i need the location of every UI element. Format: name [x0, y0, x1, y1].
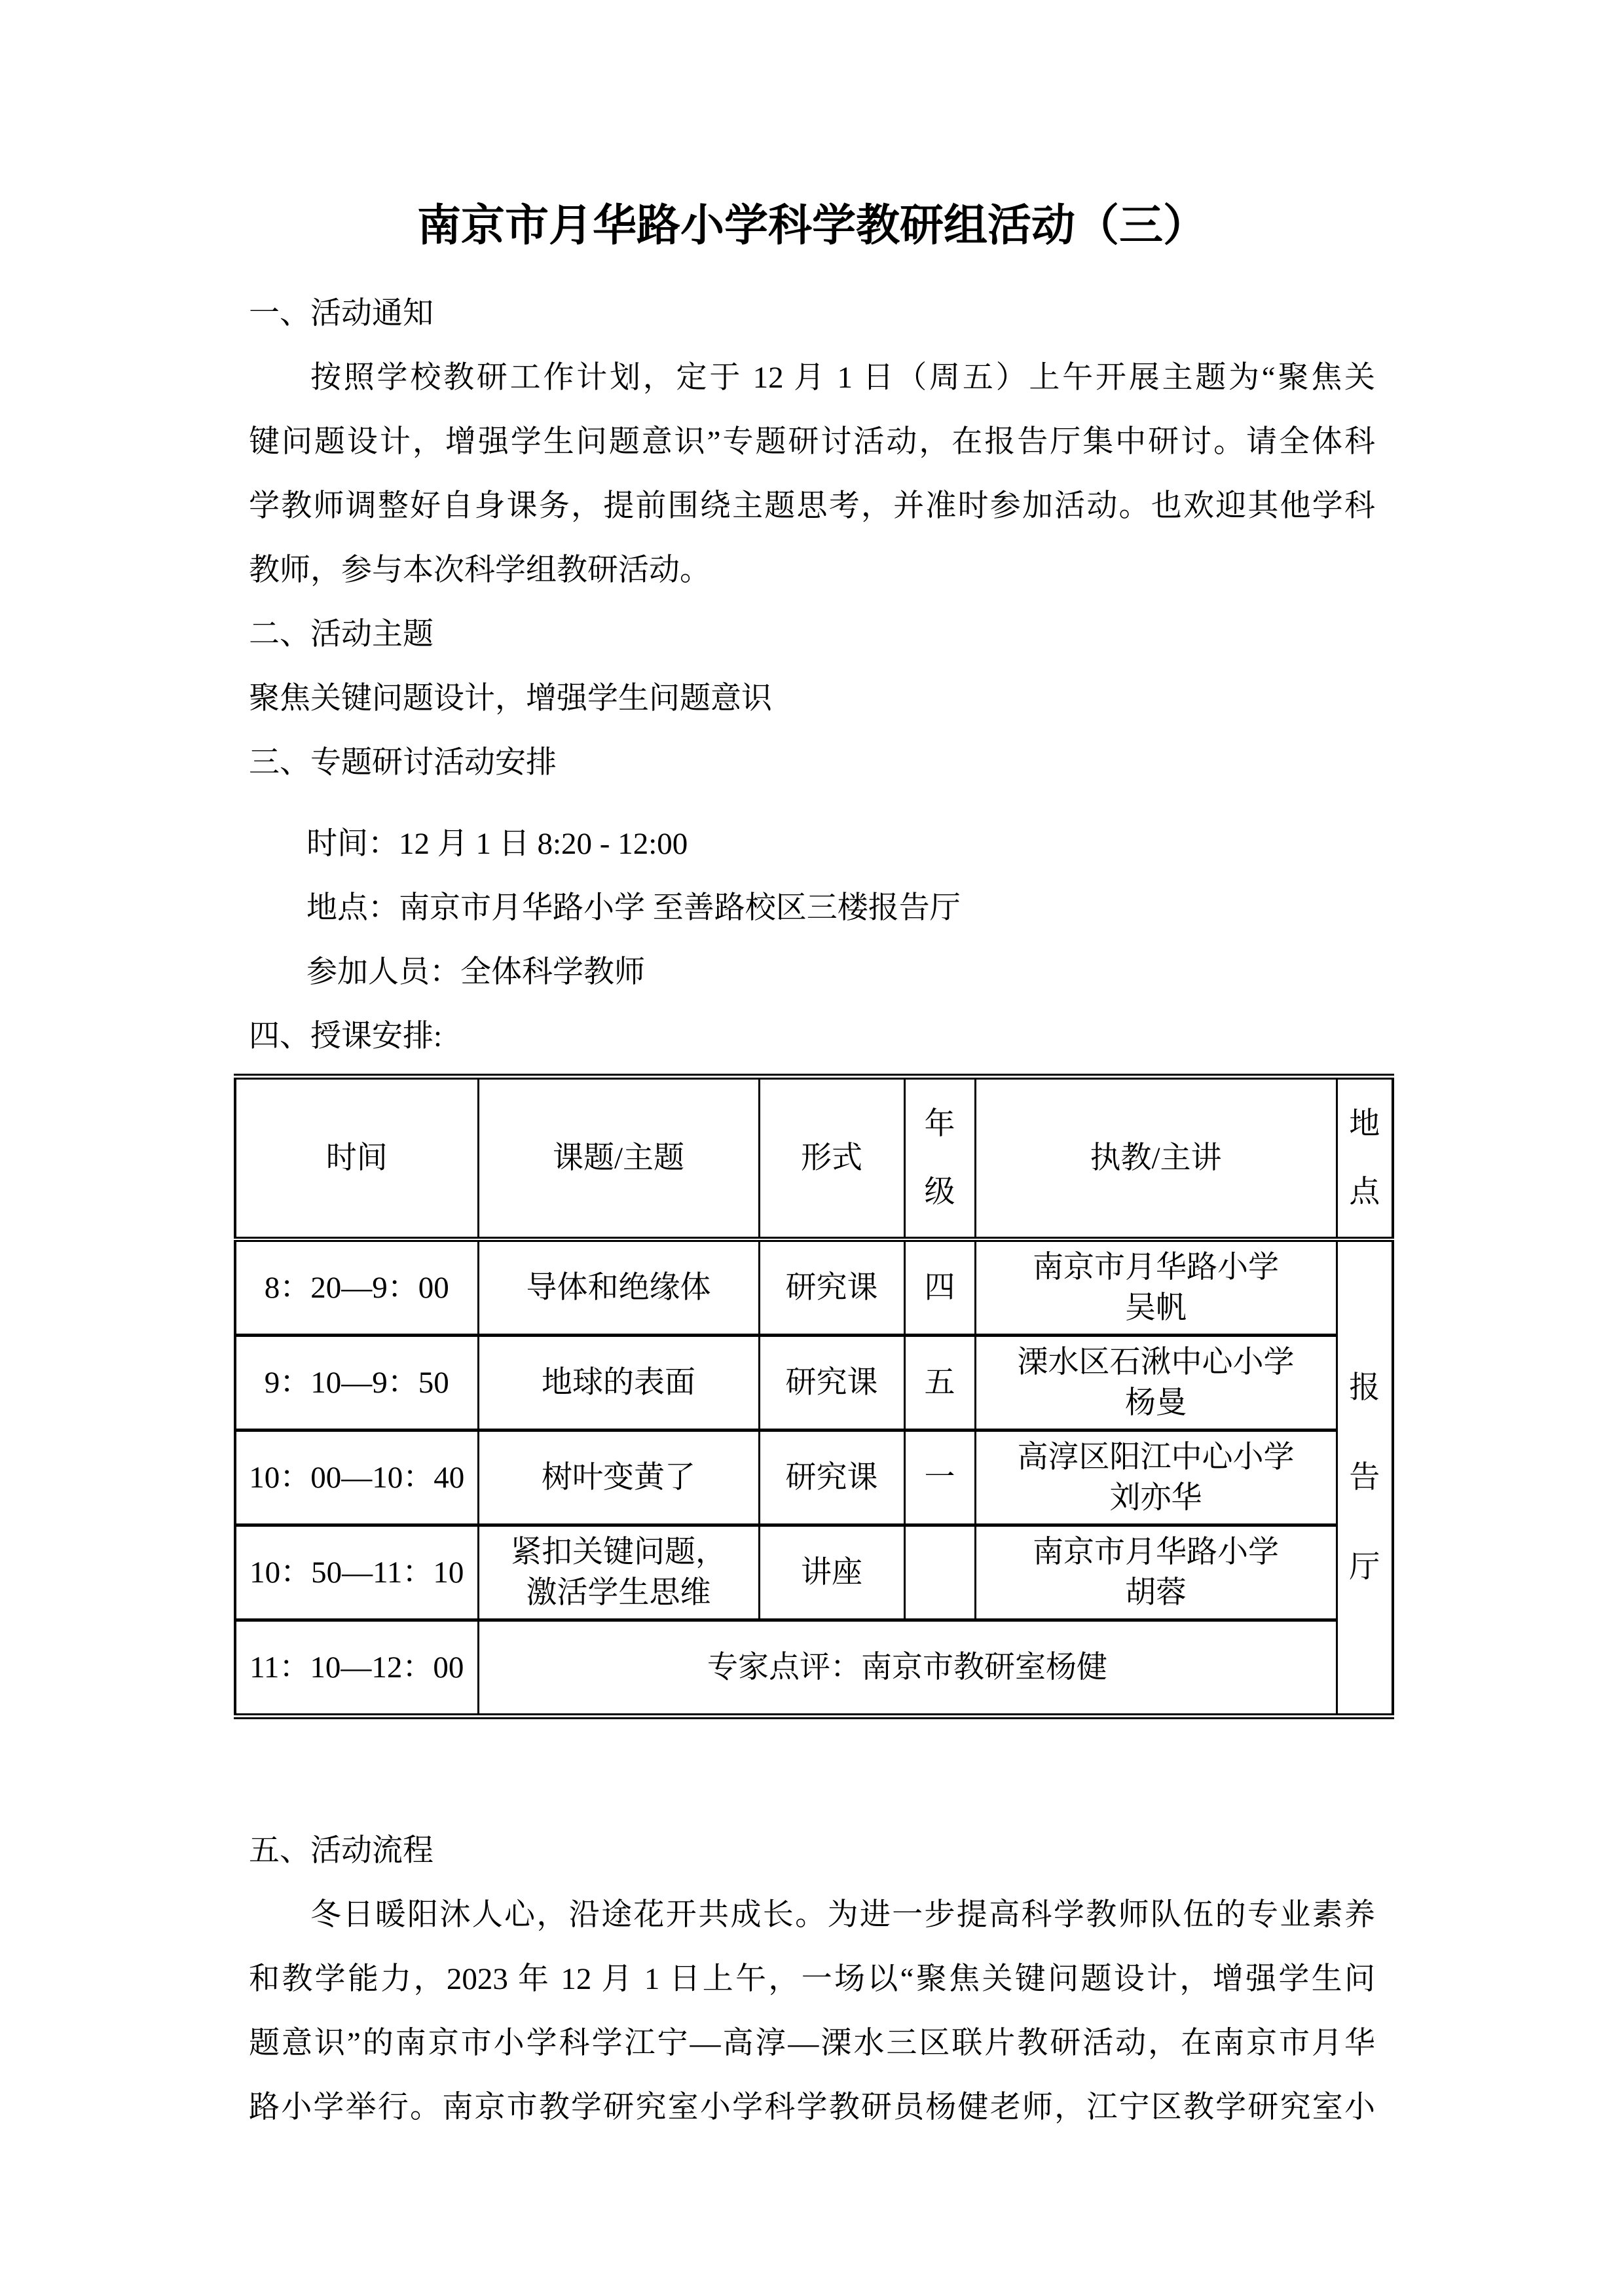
- paragraph-line: 题意识”的南京市小学科学江宁—高淳—溧水三区联片教研活动，在南京市月华: [249, 2026, 1375, 2060]
- header-cell-time: 时间: [235, 1077, 478, 1240]
- table-header-row: [235, 1077, 1393, 1240]
- schedule-time-line: 时间：12 月 1 日 8:20 - 12:00: [306, 827, 688, 861]
- location-header-char: 地: [1349, 1107, 1380, 1141]
- location-header-char: 点: [1349, 1175, 1380, 1209]
- teacher-name: 杨曼: [1125, 1386, 1187, 1420]
- section-4-heading: 四、授课安排:: [249, 1019, 443, 1053]
- cell-time: 10：00—10：40: [235, 1430, 478, 1525]
- schedule-attendees-line: 参加人员：全体科学教师: [306, 955, 645, 989]
- paragraph-line: 学教师调整好自身课务，提前围绕主题思考，并准时参加活动。也欢迎其他学科: [249, 489, 1375, 523]
- cell-expert-note: 专家点评：南京市教研室杨健: [478, 1620, 1337, 1717]
- table-row: [235, 1525, 1393, 1620]
- cell-time: 8：20—9：00: [235, 1239, 478, 1336]
- section-5-heading: 五、活动流程: [249, 1834, 434, 1868]
- cell-topic: [478, 1525, 759, 1620]
- topic-line: 激活学生思维: [526, 1576, 711, 1610]
- table-row: [235, 1336, 1393, 1430]
- document-title: 南京市月华路小学科学教研组活动（三）: [417, 202, 1207, 250]
- cell-teacher: [975, 1336, 1337, 1430]
- document-content: [249, 190, 1380, 2140]
- grade-header-char: 年: [924, 1107, 955, 1141]
- cell-format: 研究课: [759, 1239, 904, 1336]
- header-cell-location: [1337, 1077, 1393, 1240]
- cell-grade: 四: [904, 1239, 975, 1336]
- paragraph-line: 键问题设计，增强学生问题意识”专题研讨活动，在报告厅集中研讨。请全体科: [249, 425, 1375, 459]
- schedule-table: [234, 1074, 1394, 1719]
- header-cell-grade: [904, 1077, 975, 1240]
- topic-line: 导体和绝缘体: [526, 1271, 711, 1305]
- cell-format: 讲座: [759, 1525, 904, 1620]
- cell-format: 研究课: [759, 1430, 904, 1525]
- cell-location-merged: [1337, 1239, 1393, 1717]
- location-char: 报: [1349, 1370, 1380, 1405]
- cell-format: 研究课: [759, 1336, 904, 1430]
- cell-grade: 五: [904, 1336, 975, 1430]
- topic-line: 地球的表面: [542, 1366, 695, 1400]
- cell-grade: [904, 1525, 975, 1620]
- section-3-heading: 三、专题研讨活动安排: [249, 746, 557, 780]
- paragraph-line: 按照学校教研工作计划，定于 12 月 1 日（周五）上午开展主题为“聚焦关: [310, 361, 1375, 395]
- cell-teacher: [975, 1525, 1337, 1620]
- grade-header-char: 级: [924, 1175, 955, 1209]
- teacher-name: 吴帆: [1125, 1291, 1187, 1325]
- teacher-name: 刘亦华: [1109, 1481, 1202, 1515]
- header-cell-topic: 课题/主题: [478, 1077, 759, 1240]
- cell-teacher: [975, 1430, 1337, 1525]
- cell-time: 10：50—11：10: [235, 1525, 478, 1620]
- cell-topic: [478, 1336, 759, 1430]
- header-cell-format: 形式: [759, 1077, 904, 1240]
- schedule-place-line: 地点：南京市月华路小学 至善路校区三楼报告厅: [306, 891, 961, 925]
- teacher-school: 南京市月华路小学: [1033, 1250, 1279, 1285]
- cell-teacher: [975, 1239, 1337, 1336]
- paragraph-line: 路小学举行。南京市教学研究室小学科学教研员杨健老师，江宁区教学研究室小: [249, 2090, 1375, 2124]
- location-char: 告: [1349, 1460, 1380, 1495]
- teacher-name: 胡蓉: [1125, 1576, 1187, 1610]
- section-2-body: 聚焦关键问题设计，增强学生问题意识: [249, 682, 772, 716]
- cell-time: 9：10—9：50: [235, 1336, 478, 1430]
- teacher-school: 高淳区阳江中心小学: [1017, 1440, 1295, 1474]
- header-cell-teacher: 执教/主讲: [975, 1077, 1337, 1240]
- teacher-school: 南京市月华路小学: [1033, 1535, 1279, 1569]
- cell-time: 11：10—12：00: [235, 1620, 478, 1717]
- table-expert-row: [235, 1620, 1393, 1717]
- section-5-paragraph: [249, 1883, 1375, 2140]
- paragraph-line: 冬日暖阳沐人心，沿途花开共成长。为进一步提高科学教师队伍的专业素养: [310, 1898, 1375, 1932]
- cell-topic: [478, 1430, 759, 1525]
- table-row: [235, 1430, 1393, 1525]
- section-1-paragraph: [249, 346, 1375, 602]
- section-1-heading: 一、活动通知: [249, 297, 434, 331]
- cell-grade: 一: [904, 1430, 975, 1525]
- teacher-school: 溧水区石湫中心小学: [1017, 1345, 1295, 1379]
- topic-line: 树叶变黄了: [542, 1461, 695, 1495]
- table-row: [235, 1239, 1393, 1336]
- topic-line: 紧扣关键问题，: [511, 1535, 726, 1569]
- cell-topic: [478, 1239, 759, 1336]
- section-2-heading: 二、活动主题: [249, 617, 434, 651]
- location-char: 厅: [1349, 1550, 1380, 1584]
- paragraph-line: 和教学能力，2023 年 12 月 1 日上午，一场以“聚焦关键问题设计，增强学生问: [249, 1962, 1375, 1996]
- paragraph-line: 教师，参与本次科学组教研活动。: [249, 553, 710, 587]
